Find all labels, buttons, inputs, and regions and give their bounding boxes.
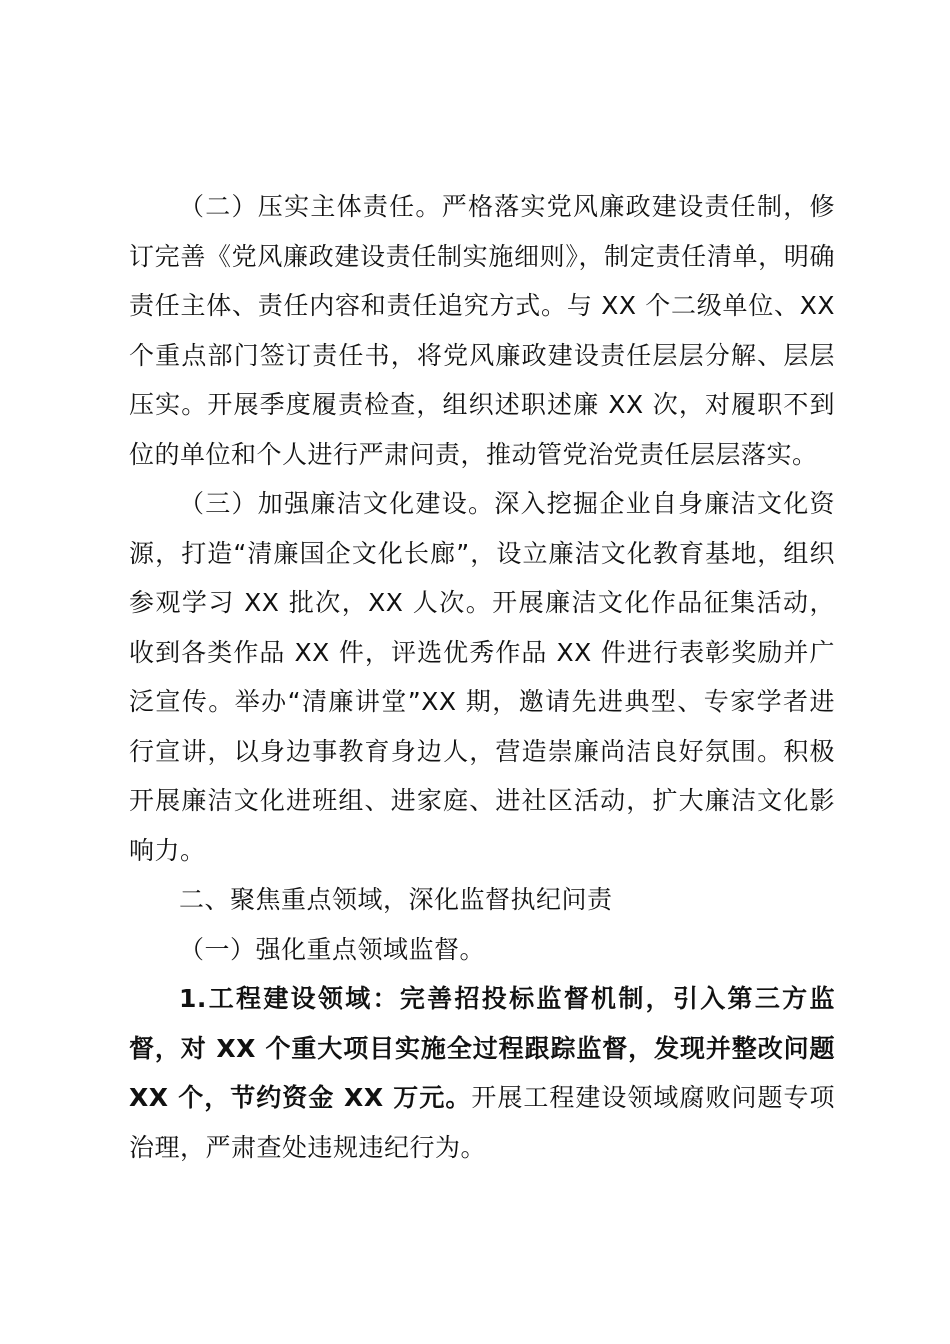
engineering-normal-text: 开展工程建设领域腐败问题专项治理，严肃查处违规违纪行为。 <box>129 1083 835 1162</box>
engineering-bold-text: 1.工程建设领域：完善招投标监督机制，引入第三方监督，对 XX 个重大项目实施全过程跟踪监督，发现并整改问题 XX 个，节约资金 XX 万元。 <box>129 984 835 1112</box>
paragraph-responsibility: （二）压实主体责任。严格落实党风廉政建设责任制，修订完善《党风廉政建设责任制实施细则》，制定责任清单，明确责任主体、责任内容和责任追究方式。与 XX 个二级单位、XX 个重点部门签订责任书，将党风廉政建设责任层层分解、层层压实。开展季度履责检查，组织述职述廉 XX 次，对履职不到位的单位和个人进行严肃问责，推动管党治党责任层层落实。 <box>129 192 835 469</box>
sub-heading: （一）强化重点领域监督。 <box>179 934 486 964</box>
paragraph-integrity-culture: （三）加强廉洁文化建设。深入挖掘企业自身廉洁文化资源，打造“清廉国企文化长廊”，设立廉洁文化教育基地，组织参观学习 XX 批次，XX 人次。开展廉洁文化作品征集活动，收到各类作品 XX 件，评选优秀作品 XX 件进行表彰奖励并广泛宣传。举办“清廉讲堂”XX 期，邀请先进典型、专家学者进行宣讲，以身边事教育身边人，营造崇廉尚洁良好氛围。积极开展廉洁文化进班组、进家庭、进社区活动，扩大廉洁文化影响力。 <box>129 489 835 865</box>
document-body <box>129 182 835 1172</box>
paragraph-engineering <box>129 974 835 1172</box>
section-heading: 二、聚焦重点领域，深化监督执纪问责 <box>179 885 613 914</box>
